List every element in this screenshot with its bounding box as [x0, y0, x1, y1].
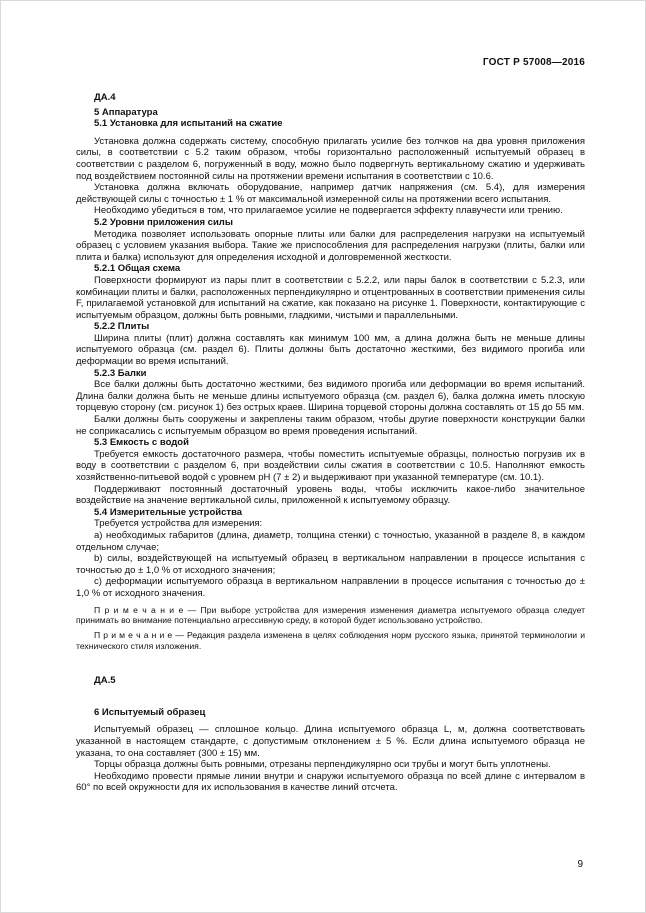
paragraph: Требуется устройства для измерения: [94, 518, 263, 530]
page-number: 9 [577, 859, 583, 870]
section-heading: 6 Испытуемый образец [94, 706, 206, 718]
paragraph: Все балки должны быть достаточно жесткими, без видимого прогиба или деформации во время испытаний. Длина балки должна быть не меньше длины испытуемого образца (см. раздел 6), балка должна иметь плоскую торцевую сторону (см. рисунок 1) без острых краев. Ширина торцевой стороны должна составлять от 15 до 55 мм. [76, 379, 585, 414]
list-item-a: a) необходимых габаритов (длина, диаметр, толщина стенки) с точностью, указанной в разделе 8, в каждом отдельном случае; [76, 529, 585, 553]
paragraph: Испытуемый образец — сплошное кольцо. Длина испытуемого образца L, м, должна соответствовать указанной в настоящем стандарте, с допустимым отклонением ± 5 %. Если длина испытуемого образца не указана, то она составляет (300 ± 15) мм. [76, 724, 585, 759]
paragraph: Установка должна содержать систему, способную прилагать усилие без толчков на два уровня приложения силы, в соответствии с 5.2 таким образом, чтобы горизонтально расположенный испытуемый образец в соответствии с разделом 6, погруженный в воду, можно было подвергнуть вертикальному сжатию и удерживать под воздействием постоянной силы на протяжении времени испытания в соответствии с 10.6. [76, 135, 585, 182]
section-heading: 5 Аппаратура [94, 106, 158, 118]
paragraph: Требуется емкость достаточного размера, чтобы поместить испытуемые образцы, полностью погрузив их в воду в соответствии с разделом 6, при воздействии силы сжатия в соответствии с 10.5. Наполняют емкость хозяйственно-питьевой водой с уровнем pH (7 ± 2) и выдерживают при указанной температуре (см. 10.1). [76, 448, 585, 483]
list-item-b: b) силы, воздействующей на испытуемый образец в вертикальном направлении в процессе испытания с точностью до ± 1,0 % от исходного значения; [76, 553, 585, 576]
paragraph: Торцы образца должны быть ровными, отрезаны перпендикулярно оси трубы и могут быть уплотнены. [94, 759, 551, 771]
section-heading: 5.4 Измерительные устройства [94, 506, 243, 518]
section-heading: 5.2 Уровни приложения силы [94, 216, 233, 228]
paragraph: Ширина плиты (плит) должна составлять как минимум 100 мм, а длина должна быть не меньше длины испытуемого образца (см. раздел 6). Плиты должны быть достаточно жесткими, без видимого прогиба или деформации во время испытаний. [76, 332, 585, 368]
section-heading: 5.2.1 Общая схема [94, 263, 181, 275]
paragraph: Поверхности формируют из пары плит в соответствии с 5.2.2, или пары балок в соответствии с 5.2.3, или комбинации плиты и балки, расположенных перпендикулярно и отцентрованных в соответствии применения силы F, прилагаемой установкой для испытаний на сжатие, как показано на рисунке 1. Поверхности, контактирующие с испытуемым образцом, должны быть ровными, гладкими, чистыми и параллельными. [76, 274, 585, 321]
note: П р и м е ч а н и е — Редакция раздела изменена в целях соблюдения норм русского языка, принятой терминологии и технического стиля изложения. [76, 630, 585, 651]
section-heading: 5.3 Емкость с водой [94, 437, 189, 449]
document-body [76, 92, 585, 794]
section-heading: 5.2.2 Плиты [94, 321, 150, 333]
appendix-label: ДА.4 [94, 92, 116, 103]
appendix-label: ДА.5 [94, 675, 116, 687]
paragraph: Балки должны быть сооружены и закреплены таким образом, чтобы другие поверхности конструкции балки не соприкасались с испытуемым образцом во время проведения испытаний. [76, 414, 585, 437]
section-heading: 5.2.3 Балки [94, 367, 147, 379]
list-item-c: c) деформации испытуемого образца в вертикальном направлении в процессе испытания с точностью до ± 1,0 % от исходного значения. [76, 576, 585, 599]
section-heading: 5.1 Установка для испытаний на сжатие [94, 118, 283, 130]
paragraph: Методика позволяет использовать опорные плиты или балки для распределения нагрузки на испытуемый образец с условием указания выбора. Такие же приспособления для распределения нагрузки (плиты, балки или плита и балка) используют для определения исходной и долговременной жесткости. [76, 228, 585, 263]
paragraph: Установка должна включать оборудование, например датчик напряжения (см. 5.4), для измерения действующей силы с точностью ± 1 % от максимальной измеренной силы на протяжении всего испытания. [76, 182, 585, 205]
paragraph: Необходимо провести прямые линии внутри и снаружи испытуемого образца по всей длине с интервалом в 60° по всей окружности для их использования в качестве линий отсчета. [76, 770, 585, 794]
note: П р и м е ч а н и е — При выборе устройства для измерения изменения диаметра испытуемого образца следует принимать во внимание потенциально агрессивную среду, в которой будет использовано устройство. [76, 604, 585, 625]
document-number: ГОСТ Р 57008—2016 [482, 57, 585, 68]
paragraph: Поддерживают постоянный достаточный уровень воды, чтобы исключить какое-либо значительное воздействие на значение вертикальной силы, приложенной к испытуемому образцу. [76, 483, 585, 507]
paragraph: Необходимо убедиться в том, что прилагаемое усилие не подвергается эффекту плавучести или трению. [94, 205, 563, 217]
